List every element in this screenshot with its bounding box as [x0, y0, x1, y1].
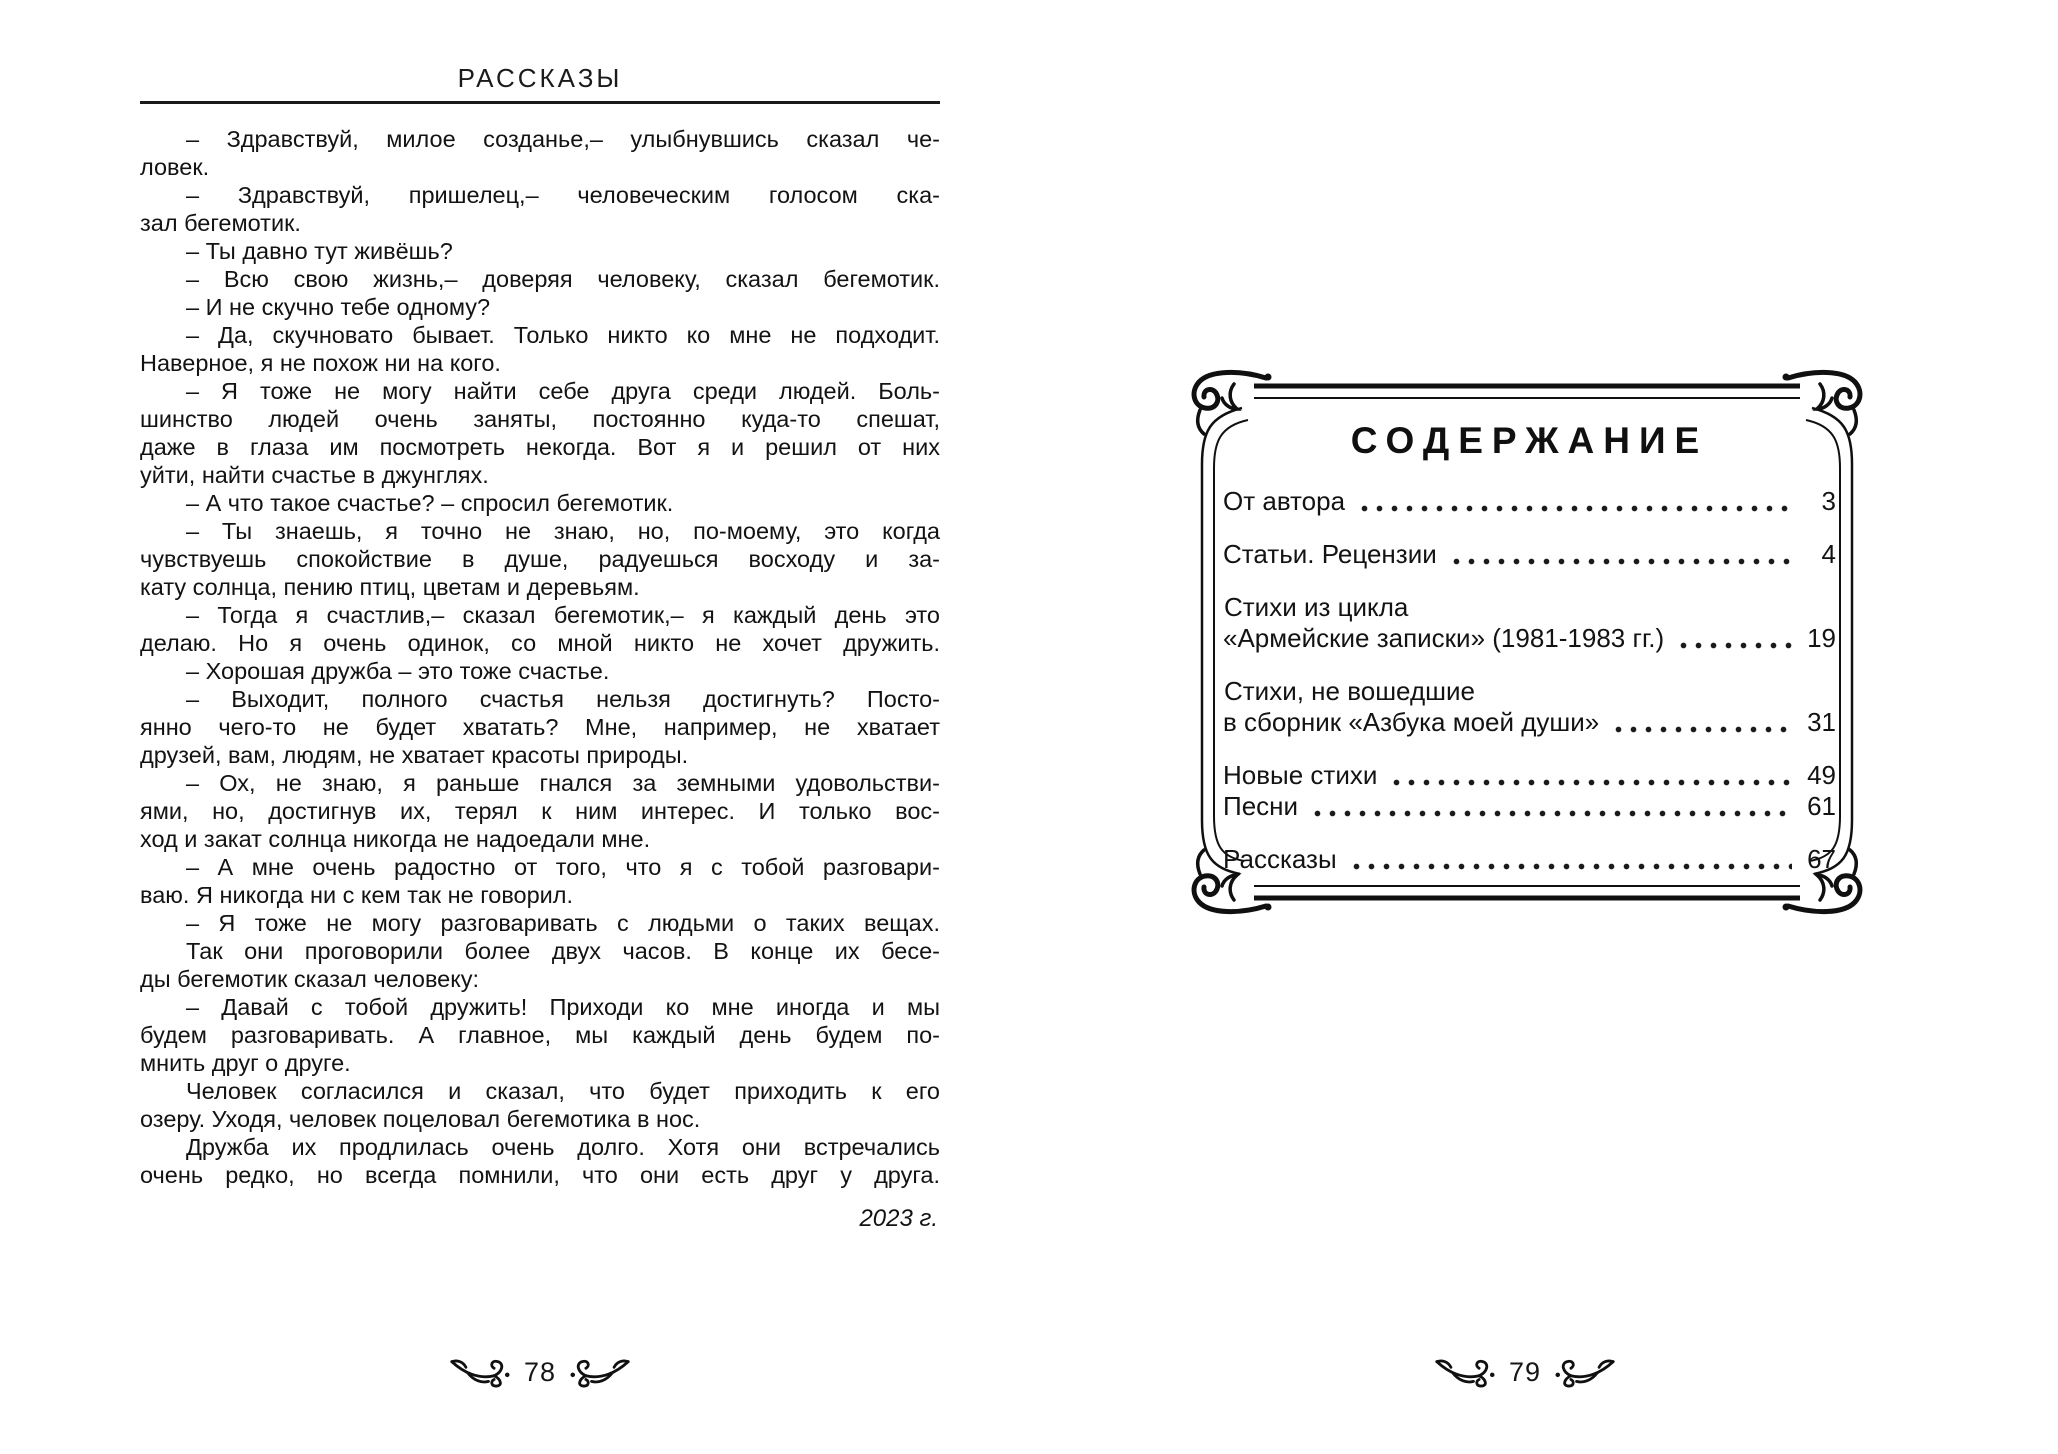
page-number: 79	[1508, 1356, 1542, 1387]
story-line: будем разговаривать. А главное, мы каждый день будем по-	[140, 1022, 940, 1048]
toc-entry-row	[1223, 486, 1836, 517]
toc-entry-row	[1223, 707, 1836, 738]
story-line: – Я тоже не могу разговаривать с людьми о таких вещах.	[186, 910, 940, 936]
header-rule	[140, 101, 940, 104]
story-line: – И не скучно тебе одному?	[186, 294, 491, 320]
dot-leader	[1357, 486, 1792, 517]
toc-entry-label: Рассказы	[1223, 844, 1337, 874]
dot-leader	[1611, 707, 1792, 738]
toc-page-number: 31	[1807, 707, 1836, 737]
story-line: очень редко, но всегда помнили, что они есть друг у друга.	[140, 1162, 940, 1188]
toc-entry-label: Стихи из цикла	[1224, 592, 1409, 622]
toc-entry	[1223, 486, 1836, 517]
toc-frame	[1188, 368, 1866, 916]
dot-leader	[1389, 760, 1792, 791]
toc-title: СОДЕРЖАНИЕ	[1350, 420, 1709, 461]
story-line: – Здравствуй, пришелец,– человеческим голосом ска-	[186, 182, 940, 208]
dot-leader	[1349, 844, 1792, 875]
toc-entry-row	[1223, 844, 1836, 875]
running-head: РАССКАЗЫ	[457, 63, 623, 93]
story-text	[140, 125, 940, 1189]
story-line: ход и закат солнца никогда не надоедали мне.	[140, 826, 651, 852]
story-line: Так они проговорили более двух часов. В конце их бесе-	[186, 938, 940, 964]
toc-entry-label: Стихи, не вошедшие	[1224, 676, 1475, 706]
story-line: шинство людей очень заняты, постоянно куда-то спешат,	[140, 406, 940, 432]
story-line: зал бегемотик.	[140, 210, 301, 236]
footer-flourish-left-icon	[1434, 1356, 1496, 1388]
story-line: кату солнца, пению птиц, цветам и деревьям.	[140, 574, 640, 600]
story-line: ды бегемотик сказал человеку:	[140, 966, 480, 992]
toc-page-number: 19	[1807, 623, 1836, 653]
story-line: мнить друг о друге.	[140, 1050, 351, 1076]
story-line: Человек согласился и сказал, что будет приходить к его	[186, 1078, 940, 1104]
story-line: друзей, вам, людям, не хватает красоты природы.	[140, 742, 689, 768]
story-line: уйти, найти счастье в джунглях.	[140, 462, 489, 488]
story-line: ями, но, достигнув их, терял к ним интерес. И только вос-	[140, 798, 940, 824]
toc-entry-label: От автора	[1223, 486, 1346, 516]
toc-entry-label: Новые стихи	[1223, 760, 1378, 790]
toc-entry-label: «Армейские записки» (1981-1983 гг.)	[1223, 623, 1665, 653]
story-line: Наверное, я не похож ни на кого.	[140, 350, 501, 376]
dot-leader	[1449, 539, 1792, 570]
story-line: ваю. Я никогда ни с кем так не говорил.	[140, 882, 574, 908]
toc-entries	[1223, 486, 1836, 875]
story-line: – Я тоже не могу найти себе друга среди людей. Боль-	[186, 378, 940, 404]
footer-flourish-right-icon	[569, 1356, 631, 1388]
story-line: – Всю свою жизнь,– доверяя человеку, сказал бегемотик.	[186, 266, 940, 292]
page-number: 78	[523, 1356, 557, 1387]
toc-page-number: 67	[1807, 844, 1836, 874]
story-line: – Хорошая дружба – это тоже счастье.	[186, 658, 610, 684]
story-line: – Ты знаешь, я точно не знаю, но, по-моему, это когда	[186, 518, 940, 544]
left-page	[140, 62, 940, 1233]
dot-leader	[1676, 623, 1792, 654]
toc-entry-row	[1223, 791, 1836, 822]
story-line: делаю. Но я очень одинок, со мной никто не хочет дружить.	[140, 630, 940, 656]
story-line: янно чего-то не будет хватать? Мне, например, не хватает	[140, 714, 940, 740]
toc-entry	[1223, 760, 1836, 791]
toc-page-number: 3	[1821, 486, 1836, 516]
toc-page-number: 49	[1807, 760, 1836, 790]
toc-entry	[1223, 844, 1836, 875]
story-line: – Давай с тобой дружить! Приходи ко мне иногда и мы	[186, 994, 940, 1020]
story-line: – Ты давно тут живёшь?	[186, 238, 453, 264]
story-date: 2023 г.	[859, 1205, 938, 1232]
right-page-footer	[1125, 1356, 1925, 1388]
story-line: – Тогда я счастлив,– сказал бегемотик,– я каждый день это	[186, 602, 940, 628]
story-line: – А мне очень радостно от того, что я с тобой разговари-	[186, 854, 940, 880]
story-line: – Выходит, полного счастья нельзя достигнуть? Посто-	[186, 686, 940, 712]
toc-entry	[1223, 791, 1836, 822]
story-line: – А что такое счастье? – спросил бегемотик.	[186, 490, 674, 516]
toc-page-number: 61	[1807, 791, 1836, 821]
toc-entry-row	[1223, 539, 1836, 570]
story-line: ловек.	[140, 154, 210, 180]
story-line: озеру. Уходя, человек поцеловал бегемотика в нос.	[140, 1106, 701, 1132]
story-line: – Да, скучновато бывает. Только никто ко мне не подходит.	[186, 322, 940, 348]
toc-entry-label: в сборник «Азбука моей души»	[1223, 707, 1600, 737]
toc-content	[1223, 368, 1836, 875]
story-line: – Здравствуй, милое созданье,– улыбнувшись сказал че-	[186, 126, 940, 152]
footer-flourish-right-icon	[1554, 1356, 1616, 1388]
story-line: даже в глаза им посмотреть некогда. Вот я и решил от них	[140, 434, 940, 460]
toc-entry-row	[1223, 623, 1836, 654]
toc-entry	[1223, 539, 1836, 570]
story-line: – Ох, не знаю, я раньше гнался за земными удовольстви-	[186, 770, 940, 796]
toc-entry-label: Статьи. Рецензии	[1223, 539, 1437, 569]
toc-entry	[1223, 676, 1836, 738]
toc-page-number: 4	[1821, 539, 1836, 569]
toc-entry	[1223, 592, 1836, 654]
toc-entry-label: Песни	[1223, 791, 1299, 821]
toc-entry-row	[1223, 760, 1836, 791]
story-line: чувствуешь спокойствие в душе, радуешься восходу и за-	[140, 546, 940, 572]
dot-leader	[1310, 791, 1792, 822]
left-page-footer	[140, 1356, 940, 1388]
story-line: Дружба их продлилась очень долго. Хотя они встречались	[186, 1134, 940, 1160]
footer-flourish-left-icon	[449, 1356, 511, 1388]
